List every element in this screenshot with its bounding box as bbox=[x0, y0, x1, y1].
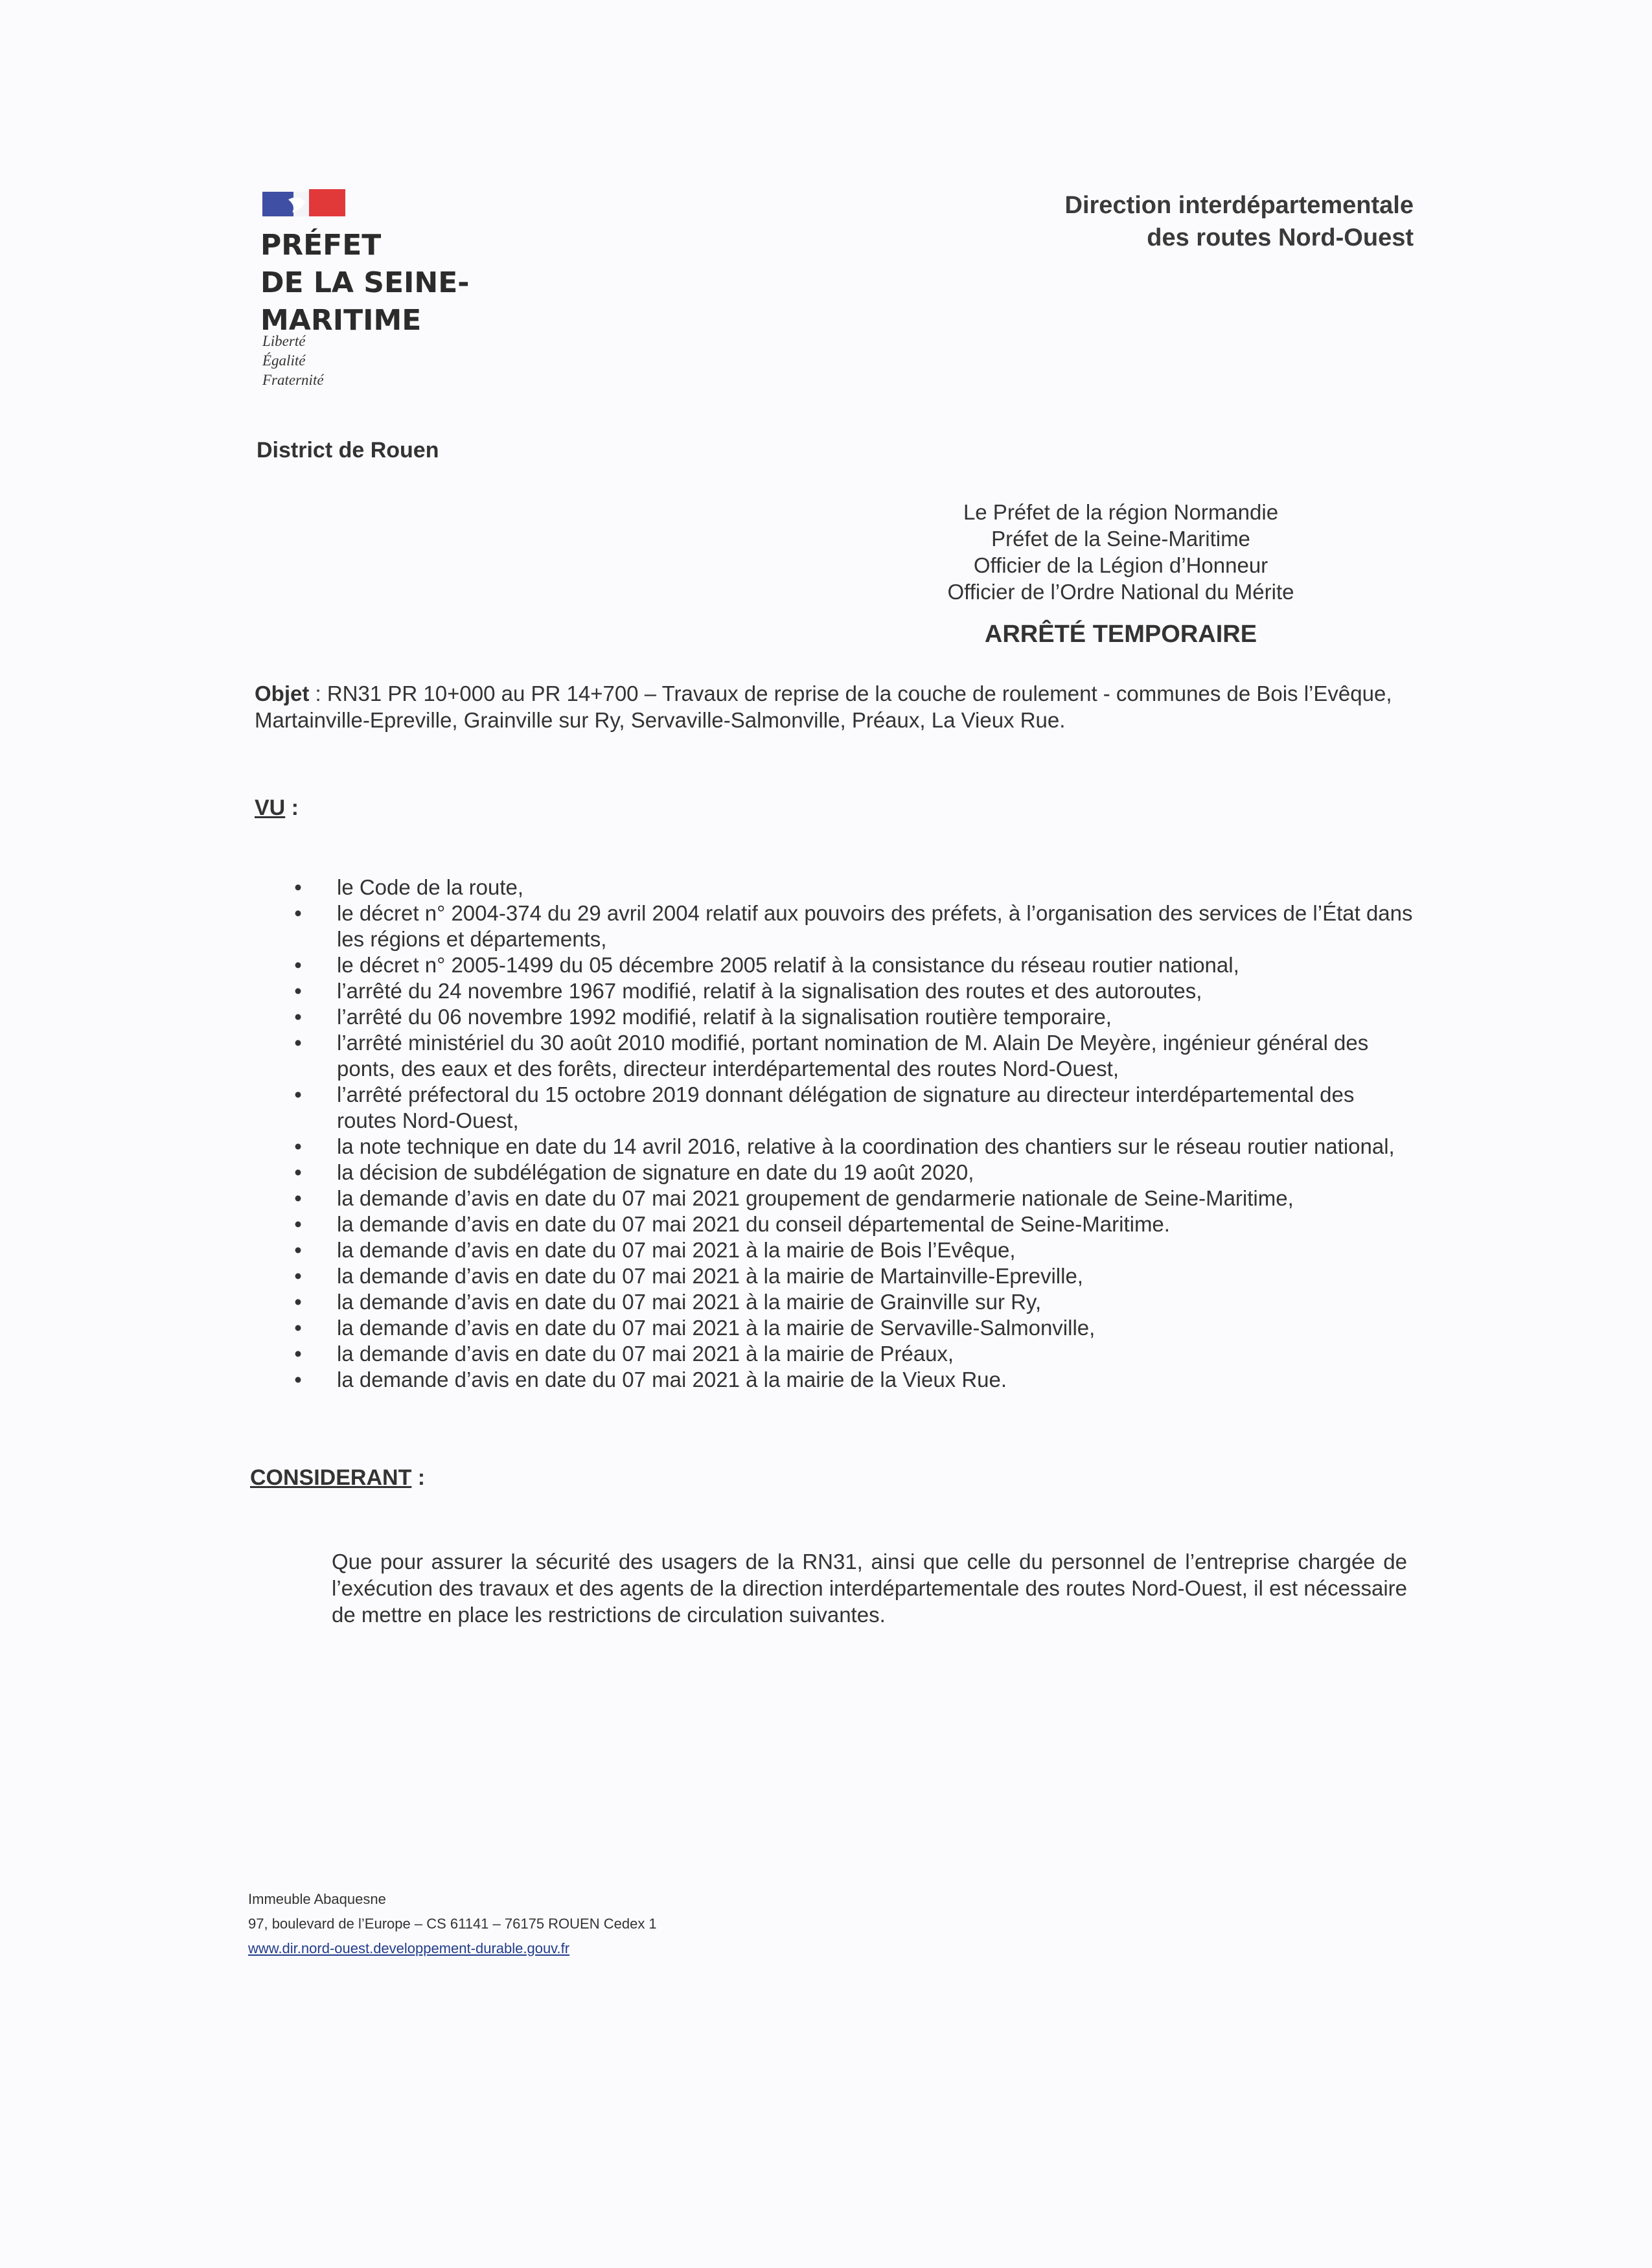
arrete-title: ARRÊTÉ TEMPORAIRE bbox=[984, 621, 1257, 648]
bullet: • bbox=[294, 953, 302, 977]
objet-label: Objet bbox=[255, 682, 310, 705]
considerant-suffix: : bbox=[411, 1465, 426, 1490]
list-item-text: la demande d’avis en date du 07 mai 2021 à la mairie de Servaville-Salmonville, bbox=[337, 1316, 1096, 1340]
devise-line: Fraternité bbox=[262, 372, 324, 388]
district-label: District de Rouen bbox=[257, 438, 439, 463]
prefet-title bbox=[260, 227, 533, 339]
list-item bbox=[292, 1030, 1419, 1082]
bullet: • bbox=[294, 875, 302, 899]
list-item-text: la note technique en date du 14 avril 2016, relative à la coordination des chantiers sur le réseau routier national, bbox=[337, 1134, 1395, 1158]
considerant-paragraph: Que pour assurer la sécurité des usagers de la RN31, ainsi que celle du personnel de l’entreprise chargée de l’exécution des travaux et des agents de la direction interdépartementale des routes Nord-Ouest, il est nécessaire de mettre en place les restrictions de circulation suivantes. bbox=[332, 1550, 1407, 1627]
list-item bbox=[292, 978, 1419, 1004]
list-item-text: la demande d’avis en date du 07 mai 2021 à la mairie de Martainville-Epreville, bbox=[337, 1264, 1083, 1288]
bullet: • bbox=[294, 1342, 302, 1366]
bullet: • bbox=[294, 1212, 302, 1236]
considerant-label: CONSIDERANT bbox=[250, 1465, 412, 1490]
bullet: • bbox=[294, 1186, 302, 1210]
list-item-text: l’arrêté du 24 novembre 1967 modifié, relatif à la signalisation des routes et des autoroutes, bbox=[337, 979, 1202, 1003]
objet-paragraph bbox=[255, 680, 1414, 733]
considerant-heading bbox=[250, 1465, 425, 1491]
bullet: • bbox=[294, 1238, 302, 1262]
list-item bbox=[292, 1186, 1419, 1211]
flag-blue-stripe bbox=[262, 192, 293, 216]
bullet: • bbox=[294, 1082, 302, 1106]
list-item bbox=[292, 1160, 1419, 1186]
bullet: • bbox=[294, 1290, 302, 1314]
direction-line: Direction interdépartementale bbox=[1064, 192, 1414, 219]
website-link[interactable]: www.dir.nord-ouest.developpement-durable.gouv.fr bbox=[248, 1940, 570, 1956]
list-item bbox=[292, 1367, 1419, 1393]
signataire-line: Le Préfet de la région Normandie bbox=[963, 500, 1279, 524]
list-item bbox=[292, 875, 1419, 900]
footer-building: Immeuble Abaquesne bbox=[248, 1891, 386, 1907]
list-item bbox=[292, 1082, 1419, 1134]
signataire-line: Officier de la Légion d’Honneur bbox=[973, 553, 1268, 577]
list-item-text: la demande d’avis en date du 07 mai 2021 du conseil départemental de Seine-Maritime. bbox=[337, 1212, 1170, 1236]
list-item-text: la demande d’avis en date du 07 mai 2021 à la mairie de Bois l’Evêque, bbox=[337, 1238, 1016, 1262]
bullet: • bbox=[294, 1005, 302, 1029]
list-item-text: la décision de subdélégation de signature en date du 19 août 2020, bbox=[337, 1160, 974, 1184]
list-item bbox=[292, 1341, 1419, 1367]
bullet: • bbox=[294, 901, 302, 925]
list-item bbox=[292, 1004, 1419, 1030]
bullet: • bbox=[294, 1160, 302, 1184]
prefet-line: DE LA SEINE- bbox=[260, 266, 470, 299]
bullet: • bbox=[294, 1316, 302, 1340]
list-item bbox=[292, 1289, 1419, 1315]
list-item-text: la demande d’avis en date du 07 mai 2021 à la mairie de Préaux, bbox=[337, 1342, 954, 1366]
list-item-text: l’arrêté du 06 novembre 1992 modifié, relatif à la signalisation routière temporaire, bbox=[337, 1005, 1112, 1029]
signataire-block bbox=[862, 499, 1380, 605]
direction-line: des routes Nord-Ouest bbox=[1147, 224, 1414, 251]
vu-heading bbox=[255, 796, 299, 821]
signataire-line: Préfet de la Seine-Maritime bbox=[991, 527, 1250, 551]
devise-line: Liberté bbox=[262, 333, 306, 349]
list-item bbox=[292, 900, 1419, 952]
list-item-text: l’arrêté préfectoral du 15 octobre 2019 donnant délégation de signature au directeur interdépartemental des routes Nord-Ouest, bbox=[337, 1082, 1355, 1132]
list-item-text: la demande d’avis en date du 07 mai 2021 à la mairie de la Vieux Rue. bbox=[337, 1368, 1007, 1392]
list-item-text: la demande d’avis en date du 07 mai 2021 à la mairie de Grainville sur Ry, bbox=[337, 1290, 1042, 1314]
vu-list bbox=[292, 875, 1419, 1393]
list-item bbox=[292, 1211, 1419, 1237]
list-item bbox=[292, 1263, 1419, 1289]
objet-text: : RN31 PR 10+000 au PR 14+700 – Travaux de reprise de la couche de roulement - communes de Bois l’Evêque, Martainville-Epreville, Grainville sur Ry, Servaville-Salmonville, Préaux, La Vieux Rue. bbox=[255, 682, 1392, 732]
direction-title bbox=[895, 189, 1414, 254]
prefet-line: MARITIME bbox=[260, 304, 422, 337]
bullet: • bbox=[294, 979, 302, 1003]
list-item bbox=[292, 1134, 1419, 1160]
list-item bbox=[292, 952, 1419, 978]
prefet-line: PRÉFET bbox=[260, 229, 382, 262]
footer-street: 97, boulevard de l’Europe – CS 61141 – 76175 ROUEN Cedex 1 bbox=[248, 1916, 657, 1932]
vu-heading-suffix: : bbox=[285, 796, 299, 820]
flag-red-stripe bbox=[309, 189, 345, 216]
list-item bbox=[292, 1237, 1419, 1263]
devise-line: Égalité bbox=[262, 352, 306, 369]
devise bbox=[262, 332, 392, 390]
bullet: • bbox=[294, 1264, 302, 1288]
list-item-text: l’arrêté ministériel du 30 août 2010 modifié, portant nomination de M. Alain De Meyère, ingénieur général des ponts, des eaux et des forêts, directeur interdépartemental des routes Nord-Ouest, bbox=[337, 1031, 1369, 1081]
list-item bbox=[292, 1315, 1419, 1341]
bullet: • bbox=[294, 1368, 302, 1392]
vu-heading-label: VU bbox=[255, 796, 286, 820]
marianne-flag-logo bbox=[262, 188, 345, 219]
list-item-text: le Code de la route, bbox=[337, 875, 524, 899]
list-item-text: le décret n° 2005-1499 du 05 décembre 2005 relatif à la consistance du réseau routier national, bbox=[337, 953, 1239, 977]
bullet: • bbox=[294, 1134, 302, 1158]
footer-address bbox=[248, 1887, 831, 1961]
signataire-line: Officier de l’Ordre National du Mérite bbox=[947, 580, 1294, 604]
list-item-text: la demande d’avis en date du 07 mai 2021 groupement de gendarmerie nationale de Seine-Maritime, bbox=[337, 1186, 1294, 1210]
bullet: • bbox=[294, 1031, 302, 1055]
list-item-text: le décret n° 2004-374 du 29 avril 2004 relatif aux pouvoirs des préfets, à l’organisation des services de l’État dans les régions et départements, bbox=[337, 901, 1413, 951]
